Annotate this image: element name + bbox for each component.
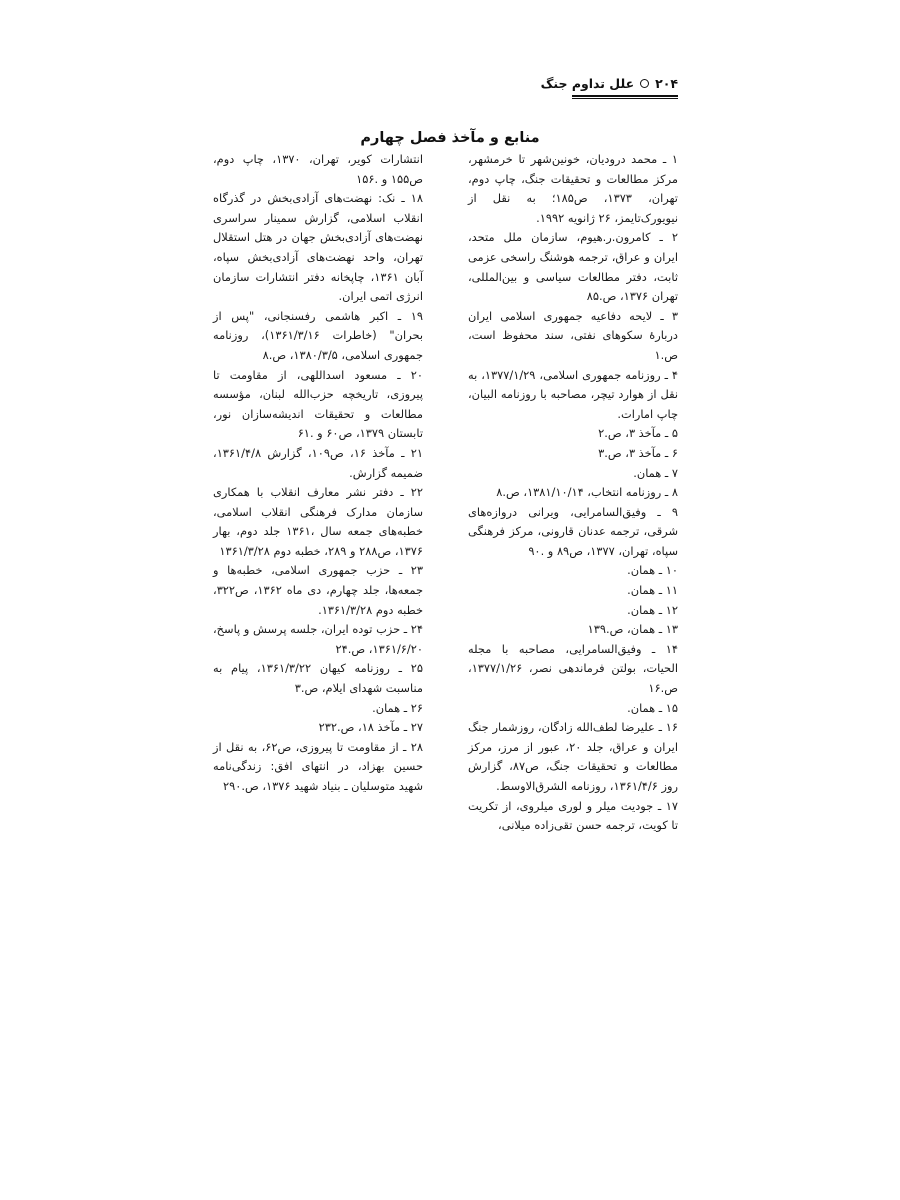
endnote-number: ۱۰ ـ [658, 563, 678, 578]
endnote [468, 561, 678, 581]
endnote-number: ۸ ـ [664, 485, 678, 500]
endnote-number: ۲۲ ـ [400, 485, 423, 500]
endnote [213, 366, 423, 444]
endnote-number: ۱۴ ـ [651, 641, 678, 656]
endnote [213, 620, 423, 659]
endnote-text: روزنامه جمهوری اسلامی، ۱۳۷۷/۱/۲۹، به نقل از هوارد تیچر، مصاحبه با روزنامه البیان، چاپ امارات. [468, 367, 678, 421]
endnote-number: ۲ ـ [659, 230, 678, 245]
endnote [468, 699, 678, 719]
endnote-text: اکبر هاشمی رفسنجانی، "پس از بحران" (خاطرات ۱۳۶۱/۳/۱۶)، روزنامه جمهوری اسلامی، ۱۳۸۰/۳/۵، ص.۸ [213, 308, 423, 362]
endnote-number: ۱۵ ـ [658, 700, 678, 715]
endnote-number: ۲۱ ـ [401, 445, 423, 460]
endnote [468, 228, 678, 306]
endnote-text: حزب توده ایران، جلسه پرسش و پاسخ، ۱۳۶۱/۶/۲۰، ص.۲۴ [213, 622, 423, 656]
endnote-text: همان. [627, 700, 656, 715]
endnote [213, 444, 423, 483]
endnote [468, 464, 678, 484]
endnote-number: ۱ ـ [662, 152, 678, 166]
endnote-number: ۲۵ ـ [398, 661, 423, 676]
endnote-text: حزب جمهوری اسلامی، خطبه‌ها و جمعه‌ها، جلد چهارم، دی ماه ۱۳۶۲، ص۳۲۲، خطبه دوم ۱۳۶۱/۳/۲۸. [213, 563, 423, 617]
endnote [468, 150, 678, 228]
endnote [213, 699, 423, 719]
endnote [213, 150, 423, 189]
endnote-text: وفیق‌السامرایی، مصاحبه با مجله الحیات، بولتن فرماندهی نصر، ۱۳۷۷/۱/۲۶، ص.۱۶ [468, 641, 678, 696]
endnote-number: ۲۳ ـ [398, 563, 423, 578]
endnote-text: از مقاومت تا پیروزی، ص۶۲، به نقل از حسین بهزاد، در انتهای افق: زندگی‌نامه شهید متوسلیان ـ بنیاد شهید ۱۳۷۶، ص.۲۹۰ [213, 739, 423, 793]
endnote [468, 581, 678, 601]
endnote-text: دفتر نشر معارف انقلاب با همکاری سازمان مدارک فرهنگی انقلاب اسلامی، خطبه‌های جمعه سال ،۱۳۶۱ جلد دوم، بهار ۱۳۷۶، ص۲۸۸ و ۲۸۹، خطبه دوم ۱۳۶۱/۳/۲۸ [213, 485, 423, 558]
endnote [468, 307, 678, 366]
endnote [213, 718, 423, 738]
endnote-number: ۱۳ ـ [658, 622, 678, 637]
endnote-text: همان. [627, 602, 656, 617]
endnote [468, 483, 678, 503]
endnote-number: ۱۹ ـ [397, 308, 423, 323]
endnote-text: لایحه دفاعیه جمهوری اسلامی ایران دربارهٔ سکوهای نفتی، سند محفوظ است، ص.۱ [468, 308, 678, 362]
endnote [468, 718, 678, 796]
endnote-text: همان. [372, 700, 401, 715]
endnote-number: ۱۷ ـ [657, 798, 678, 813]
endnote [213, 659, 423, 698]
endnote [213, 738, 423, 797]
book-title: علل تداوم جنگ [540, 76, 635, 91]
circle-ornament-icon [640, 79, 649, 88]
endnote-number: ۲۶ ـ [403, 700, 423, 715]
endnote-text: همان. [633, 465, 662, 480]
endnote [468, 366, 678, 425]
endnote-number: ۱۲ ـ [658, 602, 678, 617]
endnote [213, 307, 423, 366]
endnote [213, 189, 423, 307]
endnote-number: ۱۸ ـ [401, 191, 423, 206]
endnote-text: علیرضا لطف‌الله زادگان، روزشمار جنگ ایران و عراق، جلد ۲۰، عبور از مرز، مرکز مطالعات و تحقیقات جنگ، ص۸۷، گزارش روز ۱۳۶۱/۴/۶، روزنامه الشرق‌الاوسط. [468, 720, 679, 793]
notes-column-right [468, 150, 678, 836]
endnote-text: نک: نهضت‌های آزادی‌بخش در گذرگاه انقلاب اسلامی، گزارش سمینار سراسری نهضت‌های آزادی‌بخش جهان در هتل استقلال تهران، واحد نهضت‌های آزادی‌بخش سپاه، آبان ۱۳۶۱، چاپخانه دفتر انتشارات سازمان انرژی اتمی ایران. [213, 191, 423, 304]
endnote-number: ۶ ـ [664, 445, 678, 460]
endnote-text: روزنامه انتخاب، ۱۳۸۱/۱۰/۱۴، ص.۸ [496, 485, 662, 500]
endnote-number: ۱۶ ـ [658, 720, 678, 735]
endnote-text: مآخذ ۱۸، ص.۲۳۲ [318, 720, 401, 735]
endnote [468, 503, 678, 562]
endnote-text: مآخذ ۳، ص.۲ [598, 426, 662, 441]
endnote-number: ۲۰ ـ [397, 367, 423, 382]
running-header [541, 76, 678, 91]
page-number: ۲۰۴ [655, 76, 678, 91]
section-title: منابع و مآخذ فصل چهارم [360, 130, 540, 146]
endnote [468, 797, 678, 836]
endnote-text: محمد درودیان، خونین‌شهر تا خرمشهر، مرکز مطالعات و تحقیقات جنگ، چاپ دوم، تهران، ۱۳۷۳، ص۱۸۵؛ به نقل از نیویورک‌تایمز، ۲۶ ژانویه ۱۹۹۲. [468, 152, 678, 225]
endnote-text: روزنامه کیهان ۱۳۶۱/۳/۲۲، پیام به مناسبت شهدای ایلام، ص.۳ [213, 661, 423, 696]
endnote-number: ۲۸ ـ [403, 739, 423, 754]
endnote-text: همان، ص.۱۳۹ [587, 622, 656, 637]
endnote-number: ۳ ـ [660, 308, 678, 323]
endnote-number: ۵ ـ [664, 426, 678, 441]
endnote-text: همان. [627, 563, 656, 578]
endnote-text: مسعود اسداللهی، از مقاومت تا پیروزی، تاریخچه حزب‌الله لبنان، مؤسسه مطالعات و تحقیقات اندیشه‌سازان نور، تابستان ۱۳۷۹، ص۶۰ و .۶۱ [213, 367, 423, 441]
endnote [213, 483, 423, 561]
endnote-text: همان. [627, 583, 656, 598]
endnote [468, 640, 678, 699]
endnote-number: ۷ ـ [664, 465, 678, 480]
endnote-number: ۲۴ ـ [403, 622, 423, 637]
endnote-text: انتشارات کویر، تهران، ۱۳۷۰، چاپ دوم، ص۱۵۵ و .۱۵۶ [213, 152, 423, 186]
endnote-number: ۹ ـ [657, 504, 679, 519]
notes-column-left [213, 150, 423, 797]
endnote [468, 620, 678, 640]
endnote [213, 561, 423, 620]
endnote-number: ۲۷ ـ [403, 720, 423, 735]
endnote [468, 444, 678, 464]
endnote-text: جودیت میلر و لوری میلروی، از تکریت تا کویت، ترجمه حسن تقی‌زاده میلانی، [468, 798, 678, 833]
header-rule [572, 95, 678, 99]
endnote-number: ۴ ـ [664, 367, 679, 382]
endnote-text: مآخذ ۱۶، ص۱۰۹، گزارش ۱۳۶۱/۴/۸، ضمیمه گزارش. [213, 445, 423, 480]
endnote-text: مآخذ ۳، ص.۳ [598, 445, 662, 460]
endnote-text: کامرون.ر.هیوم، سازمان ملل متحد، ایران و عراق، ترجمه هوشنگ راسخی عزمی ثابت، دفتر مطالعات سیاسی و بین‌المللی، تهران ۱۳۷۶، ص.۸۵ [468, 230, 678, 304]
endnote [468, 424, 678, 444]
endnote-text: وفیق‌السامرایی، ویرانی دروازه‌های شرقی، ترجمه عدنان قارونی، مرکز فرهنگی سپاه، تهران، ۱۳۷۷، ص۸۹ و .۹۰ [468, 504, 678, 558]
endnote [468, 601, 678, 621]
endnote-number: ۱۱ ـ [658, 583, 678, 598]
